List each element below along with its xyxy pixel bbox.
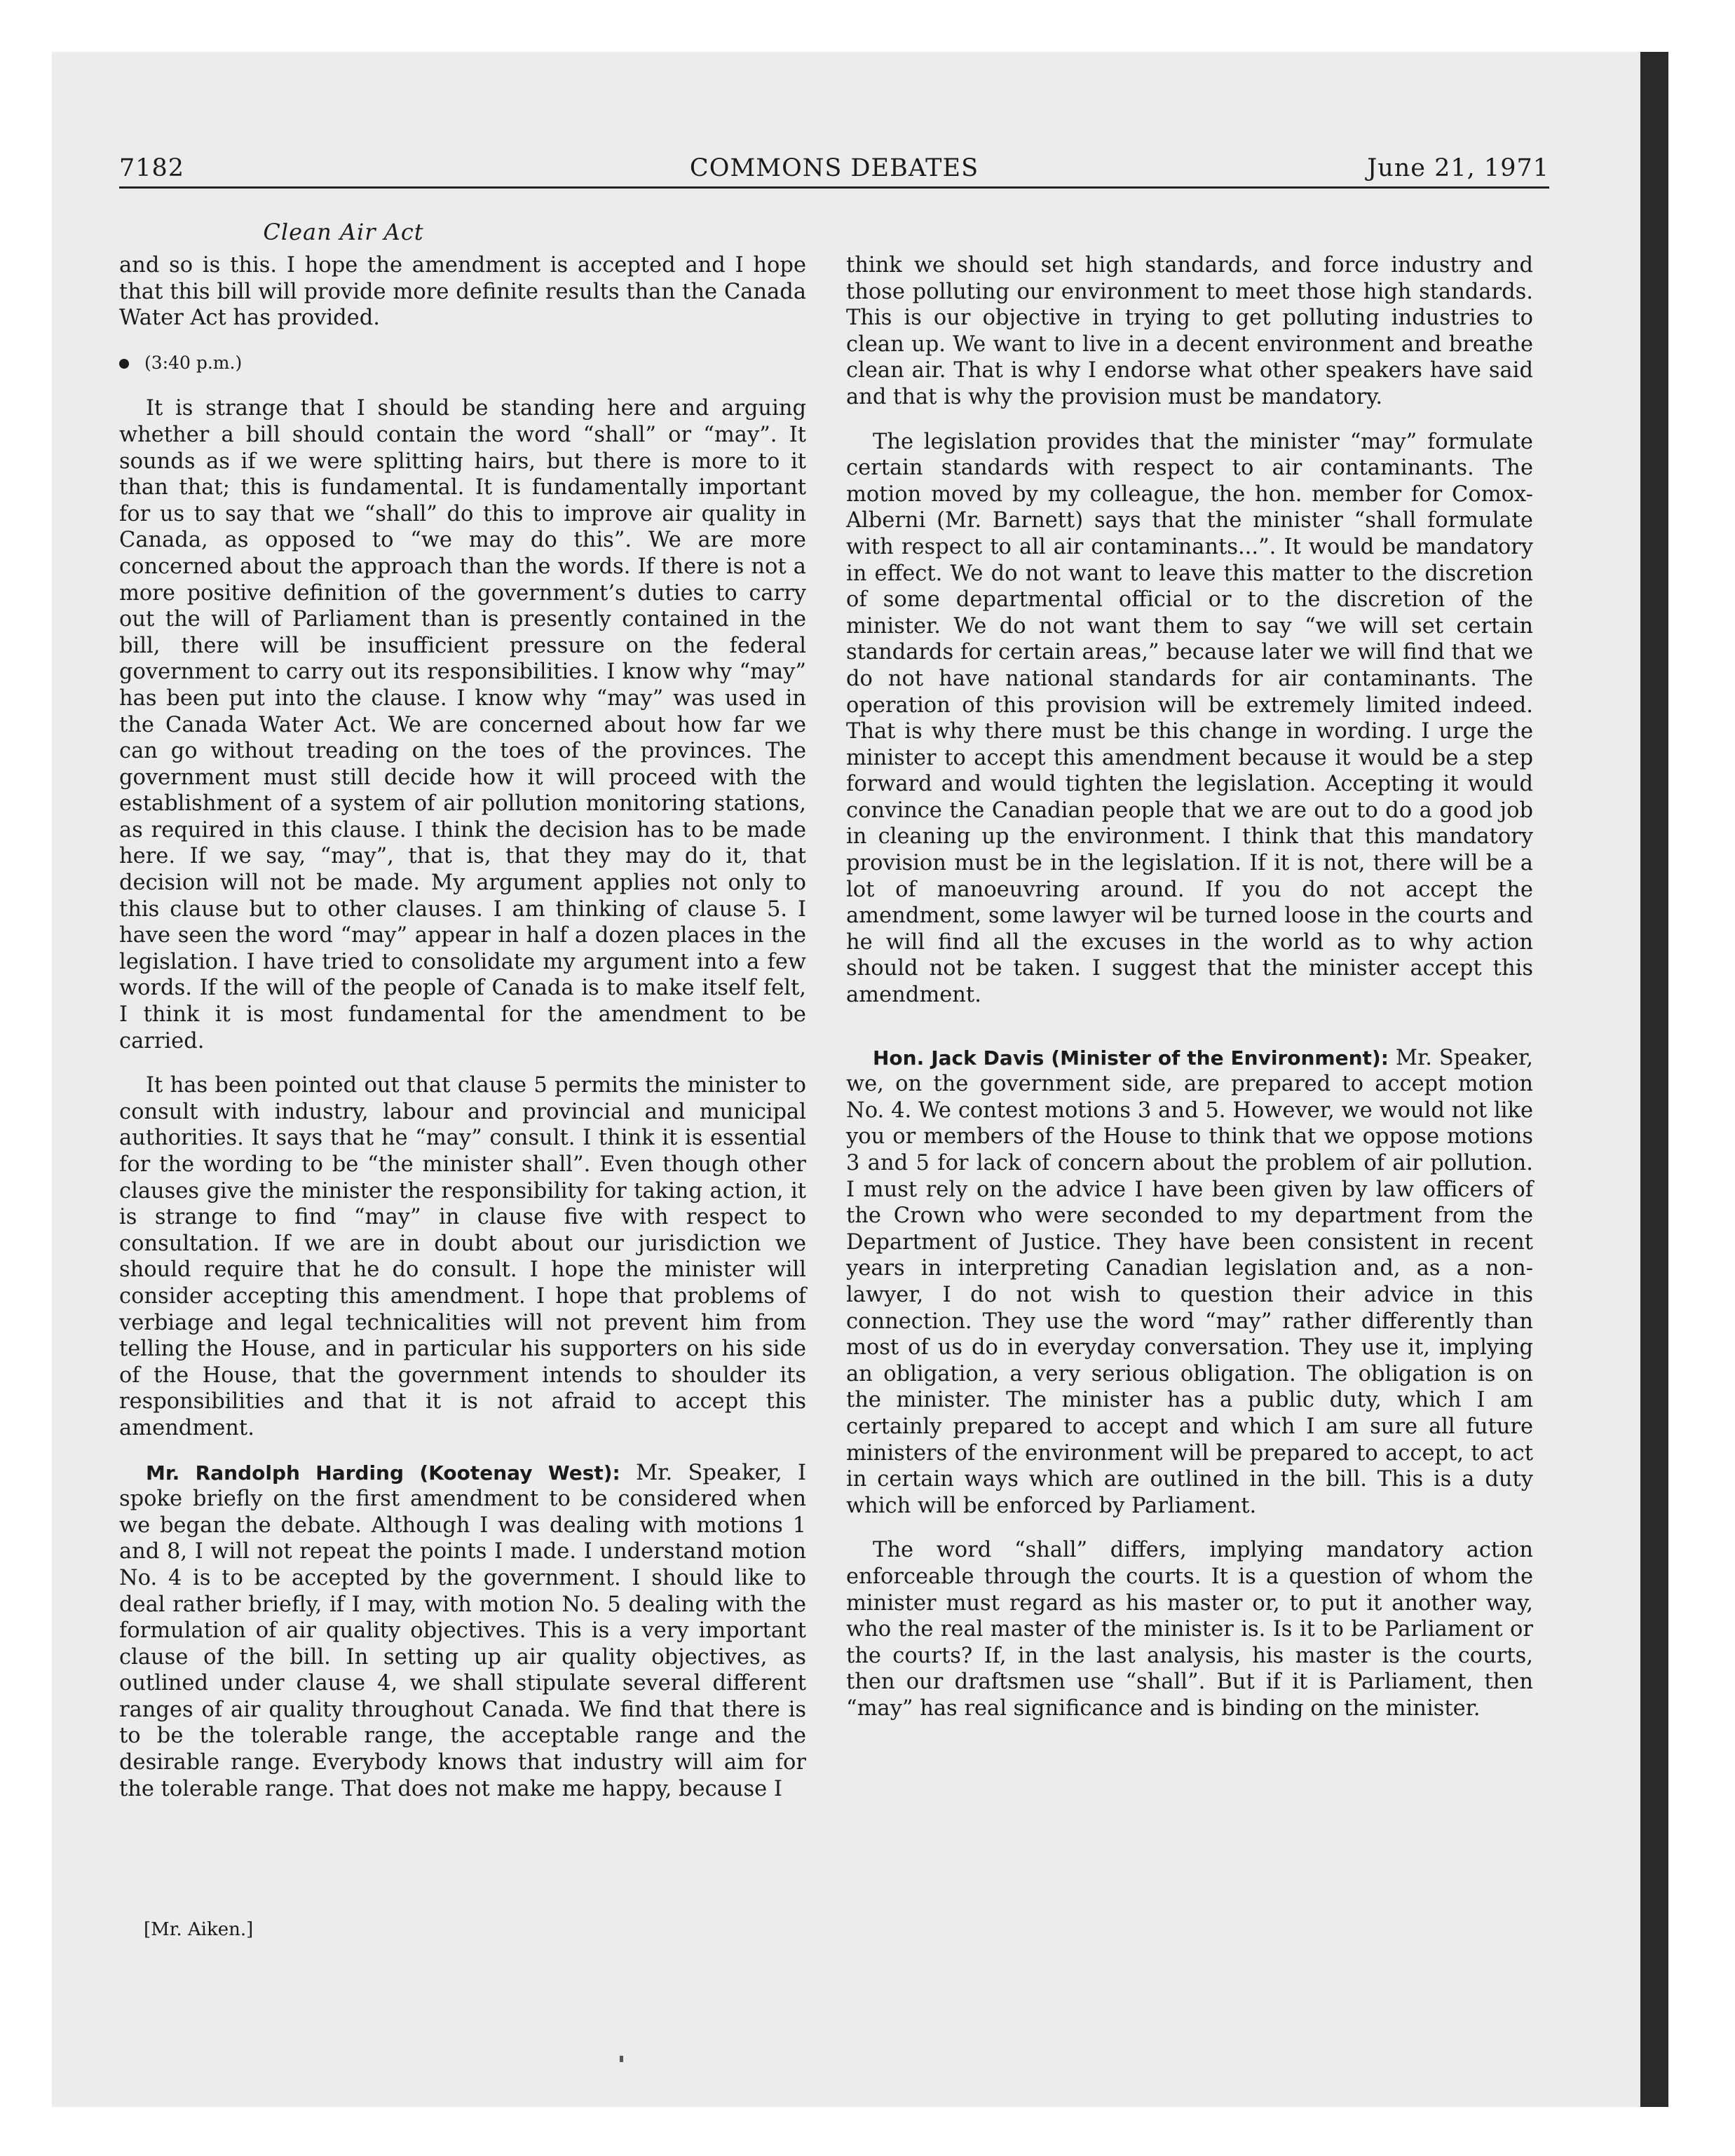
speech-paragraph: [119, 1460, 806, 1803]
paragraph: think we should set high standards, and force industry and those polluting our environment to meet those high standards. This is our objective in trying to get polluting industries to clean up. We want to live in a decent environment and breathe clean air. That is why I endorse what other speakers have said and that is why the provision must be mandatory.: [846, 253, 1533, 409]
paragraph: The legislation provides that the minister “may” formulate certain standards with respect to air contaminants. The motion moved by my colleague, the hon. member for Comox-Alberni (Mr. Barnett) says that the minister “shall formulate with respect to all air contaminants...”. It would be mandatory in effect. We do not want to leave this matter to the discretion of some departmental official or to the discretion of the minister. We do not want them to say “we will set certain standards for certain areas,” because later we will find that we do not have national standards for air contaminants. The operation of this provision will be extremely limited indeed. That is why there must be this change in wording. I urge the minister to accept this amendment because it would be a step forward and would tighten the legislation. Accepting it would convince the Canadian people that we are out to do a good job in cleaning up the environment. I think that this mandatory provision must be in the legislation. If it is not, there will be a lot of manoeuvring around. If you do not accept the amendment, some lawyer wil be turned loose in the courts and he will find all the excuses in the world as to why action should not be taken. I suggest that the minister accept this amendment.: [846, 429, 1533, 1008]
speech-text: Mr. Speaker, I spoke briefly on the first amendment to be considered when we began the debate. Although I was dealing with motions 1 and 8, I will not repeat the points I made. I understand motion No. 4 is to be accepted by the government. I should like to deal rather briefly, if I may, with motion No. 5 dealing with the formulation of air quality objectives. This is a very important clause of the bill. In setting up air quality objectives, as outlined under clause 4, we shall stipulate several different ranges of air quality throughout Canada. We find that there is to be the tolerable range, the acceptable range and the desirable range. Everybody knows that industry will aim for the tolerable range. That does not make me happy, because I: [119, 1460, 807, 1801]
page-header: [119, 154, 1549, 195]
time-marker-text: (3:40 p.m.): [144, 352, 243, 373]
scan-edge-shadow: [1640, 52, 1668, 2107]
paragraph: It is strange that I should be standing here and arguing whether a bill should contain the word “shall” or “may”. It sounds as if we were splitting hairs, but there is more to it than that; this is fundamental. It is fundamentally important for us to say that we “shall” do this to improve air quality in Canada, as opposed to “we may do this”. We are more concerned about the approach than the words. If there is not a more positive definition of the government’s duties to carry out the will of Parliament than is presently contained in the bill, there will be insufficient pressure on the federal government to carry out its responsibilities. I know why “may” has been put into the clause. I know why “may” was used in the Canada Water Act. We are concerned about how far we can go without treading on the toes of the provinces. The government must still decide how it will proceed with the establishment of a system of air pollution monitoring stations, as required in this clause. I think the decision has to be made here. If we say, “may”, that is, that they may do it, that decision will not be made. My argument applies not only to this clause but to other clauses. I am thinking of clause 5. I have seen the word “may” appear in half a dozen places in the legislation. I have tried to consolidate my argument into a few words. If the will of the people of Canada is to make itself felt, I think it is most fundamental for the amendment to be carried.: [119, 396, 806, 1053]
speaker-name: Mr. Randolph Harding (Kootenay West):: [146, 1461, 620, 1485]
publication-title: COMMONS DEBATES: [689, 154, 979, 182]
header-rule: [119, 186, 1549, 189]
paragraph: It has been pointed out that clause 5 permits the minister to consult with industry, labour and provincial and municipal authorities. It says that he “may” consult. I think it is essential for the wording to be “the minister shall”. Even though other clauses give the minister the responsibility for taking action, it is strange to find “may” in clause five with respect to consultation. If we are in doubt about our jurisdiction we should require that he do consult. I hope the minister will consider accepting this amendment. I hope that problems of verbiage and legal technicalities will not prevent him from telling the House, and in particular his supporters on his side of the House, that the government intends to shoulder its responsibilities and that it is not afraid to accept this amendment.: [119, 1073, 806, 1440]
paragraph: and so is this. I hope the amendment is accepted and I hope that this bill will provide more definite results than the Canada Water Act has provided.: [119, 253, 806, 331]
footer-note: [Mr. Aiken.]: [144, 1919, 254, 1940]
paragraph: The word “shall” differs, implying mandatory action enforceable through the courts. It is a question of whom the minister must regard as his master or, to put it another way, who the real master of the minister is. Is it to be Parliament or the courts? If, in the last analysis, his master is the courts, then our draftsmen use “shall”. But if it is Parliament, then “may” has real significance and is binding on the minister.: [846, 1538, 1533, 1721]
speech-paragraph: [846, 1045, 1533, 1520]
subject-heading: Clean Air Act: [263, 219, 424, 245]
page-number: 7182: [119, 154, 185, 182]
issue-date: June 21, 1971: [1367, 154, 1549, 182]
right-column: [846, 252, 1533, 1740]
scan-speck: [620, 2056, 623, 2062]
left-column: [119, 252, 806, 1820]
time-marker: [119, 350, 806, 376]
bullet-icon: [119, 359, 129, 369]
speaker-name: Hon. Jack Davis (Minister of the Environment):: [873, 1046, 1389, 1070]
speech-text: Mr. Speaker, we, on the government side, are prepared to accept motion No. 4. We contest motions 3 and 5. However, we would not like you or members of the House to think that we oppose motions 3 and 5 for lack of concern about the problem of air pollution. I must rely on the advice I have been given by law officers of the Crown who were seconded to my department from the Department of Justice. They have been consistent in recent years in interpreting Canadian legislation and, as a non-lawyer, I do not wish to question their advice in this connection. They use the word “may” rather differently than most of us do in everyday conversation. They use it, implying an obligation, a very serious obligation. The obligation is on the minister. The minister has a public duty, which I am certainly prepared to accept and which I am sure all future ministers of the environment will be prepared to accept, to act in certain ways which are outlined in the bill. This is a duty which will be enforced by Parliament.: [846, 1045, 1533, 1518]
